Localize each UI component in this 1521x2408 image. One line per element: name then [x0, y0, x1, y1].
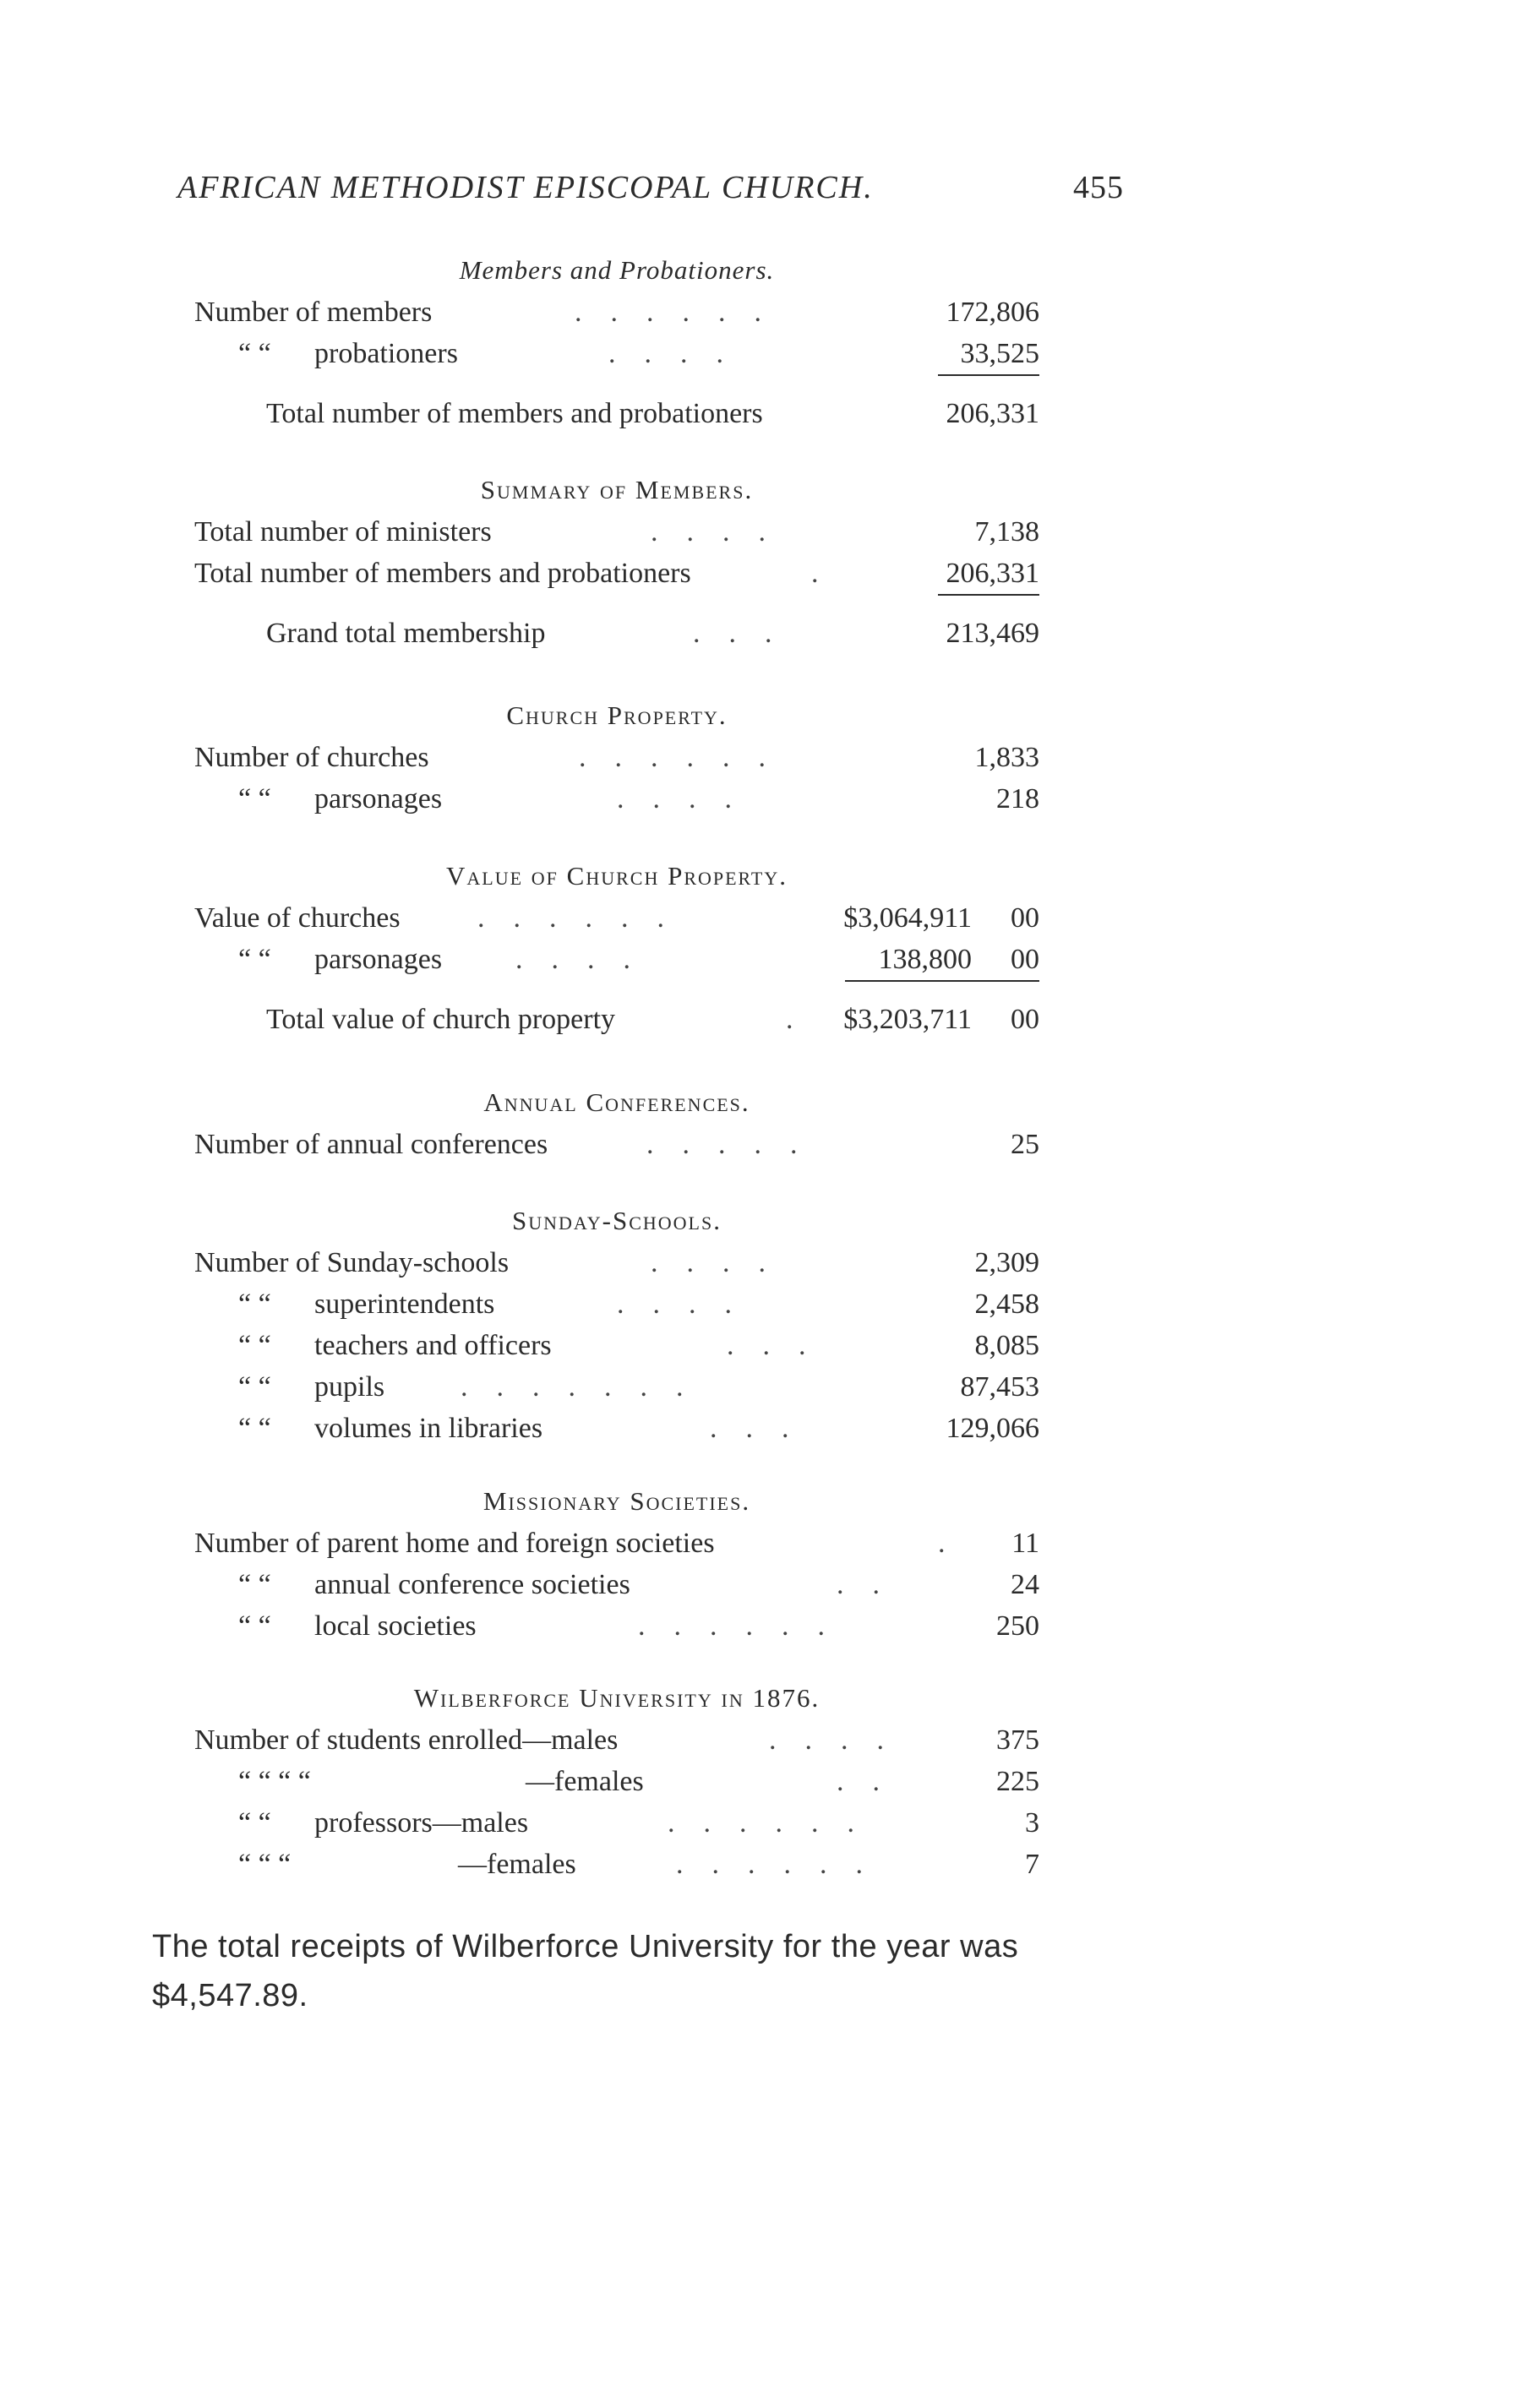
- dot-leader: ....: [608, 338, 752, 369]
- total-label: Total value of church property: [266, 1004, 616, 1035]
- dot-leader: ...: [693, 618, 801, 649]
- missionary-section: [194, 1480, 1039, 1647]
- table-row: [194, 1124, 1039, 1165]
- table-row: [194, 553, 1039, 594]
- summary-section: [194, 469, 1039, 654]
- wilberforce-heading: Wilberforce University in 1876.: [413, 1683, 820, 1713]
- total-row: [194, 999, 1039, 1040]
- total-value: 206,331: [946, 398, 1039, 429]
- row-label: Number of members: [194, 297, 433, 328]
- dot-leader: ...: [727, 1330, 835, 1361]
- row-label-text: probationers: [314, 338, 458, 369]
- table-row: [194, 1408, 1039, 1449]
- row-label: [238, 1564, 630, 1605]
- dot-leader: ..: [837, 1766, 908, 1797]
- dot-leader: ......: [668, 1807, 883, 1839]
- members-section: [194, 249, 1039, 434]
- row-label-text: professors—males: [314, 1807, 529, 1839]
- row-label: [238, 1605, 477, 1647]
- ditto-mark: “ “ “ “: [238, 1766, 311, 1797]
- row-value: $3,064,911: [843, 902, 972, 934]
- row-label: Value of churches: [194, 902, 401, 934]
- row-label: Number of Sunday-schools: [194, 1247, 510, 1278]
- row-value: 138,800: [878, 944, 972, 975]
- dot-leader: ......: [579, 742, 794, 773]
- row-value: 1,833: [974, 742, 1039, 773]
- row-value: 3: [1025, 1807, 1039, 1839]
- row-value: 33,525: [960, 338, 1039, 369]
- row-label: [238, 1802, 528, 1844]
- row-label-text: teachers and officers: [314, 1330, 552, 1361]
- row-label: Number of annual conferences: [194, 1129, 548, 1160]
- row-value: 87,453: [960, 1371, 1039, 1403]
- dot-leader: .......: [461, 1371, 712, 1403]
- table-row: [194, 291, 1039, 333]
- dot-leader: .....: [646, 1129, 826, 1160]
- row-label: [238, 1844, 576, 1885]
- row-value: 206,331: [946, 558, 1039, 589]
- dot-leader: ....: [651, 516, 794, 548]
- row-label-text: parsonages: [314, 783, 443, 814]
- table-row: [194, 1242, 1039, 1283]
- dot-leader: ...: [710, 1413, 818, 1444]
- running-head: [177, 169, 1132, 206]
- row-label-text: local societies: [314, 1610, 477, 1642]
- row-label: Total number of members and probationers: [194, 558, 691, 589]
- row-label: [238, 333, 458, 374]
- property-heading: Church Property.: [506, 700, 728, 730]
- total-label: Total number of members and probationers: [266, 398, 763, 429]
- dot-leader: .: [786, 1004, 822, 1035]
- conferences-heading: Annual Conferences.: [483, 1087, 750, 1117]
- row-value: 24: [1011, 1569, 1039, 1600]
- members-heading: Members and Probationers.: [459, 255, 775, 285]
- ditto-mark: “ “: [238, 944, 271, 975]
- row-label-text: superintendents: [314, 1288, 495, 1320]
- dot-leader: ......: [575, 297, 790, 328]
- row-value: 2,458: [974, 1288, 1039, 1320]
- dot-leader: .: [938, 1528, 974, 1559]
- dot-leader: ....: [769, 1724, 913, 1756]
- wilberforce-section: [194, 1677, 1039, 1885]
- dot-leader: ......: [676, 1849, 891, 1880]
- table-row: [194, 1366, 1039, 1408]
- table-row: [194, 1802, 1039, 1844]
- row-label: [238, 1761, 644, 1802]
- ditto-mark: “ “: [238, 1413, 271, 1444]
- row-label: Number of parent home and foreign societies: [194, 1528, 715, 1559]
- row-value: 250: [996, 1610, 1039, 1642]
- total-cents: 00: [1011, 1004, 1039, 1035]
- total-label: Grand total membership: [266, 618, 546, 649]
- table-row: [194, 897, 1039, 939]
- sunday-schools-section: [194, 1200, 1039, 1449]
- row-cents: 00: [1011, 944, 1039, 975]
- row-value: 7,138: [974, 516, 1039, 548]
- row-value: 225: [996, 1766, 1039, 1797]
- row-label: [238, 1283, 494, 1325]
- value-property-section: [194, 855, 1039, 1040]
- summary-heading: Summary of Members.: [480, 475, 754, 504]
- row-label: [238, 1325, 552, 1366]
- row-value: 172,806: [946, 297, 1039, 328]
- table-row: [194, 333, 1039, 374]
- table-row: [194, 1283, 1039, 1325]
- ditto-mark: “ “ “: [238, 1849, 292, 1880]
- row-label-text: —females: [458, 1849, 576, 1880]
- table-row: [194, 1564, 1039, 1605]
- row-label-text: —females: [526, 1766, 644, 1797]
- dot-leader: ......: [477, 902, 693, 934]
- dot-leader: ....: [617, 1288, 760, 1320]
- total-value: $3,203,711: [843, 1004, 972, 1035]
- row-value: 129,066: [946, 1413, 1039, 1444]
- row-value: 375: [996, 1724, 1039, 1756]
- row-label: [238, 1366, 384, 1408]
- row-label: Number of churches: [194, 742, 429, 773]
- ditto-mark: “ “: [238, 1610, 271, 1642]
- table-row: [194, 778, 1039, 820]
- ditto-mark: “ “: [238, 1569, 271, 1600]
- sunday-schools-heading: Sunday-Schools.: [512, 1206, 722, 1235]
- dot-leader: ....: [617, 783, 760, 814]
- row-value: 218: [996, 783, 1039, 814]
- table-row: [194, 1523, 1039, 1564]
- total-value: 213,469: [946, 618, 1039, 649]
- conferences-section: [194, 1081, 1039, 1165]
- row-label-text: parsonages: [314, 944, 443, 975]
- ditto-mark: “ “: [238, 1330, 271, 1361]
- ditto-mark: “ “: [238, 1371, 271, 1403]
- row-value: 8,085: [974, 1330, 1039, 1361]
- table-row: [194, 1605, 1039, 1647]
- dot-leader: ......: [638, 1610, 853, 1642]
- total-row: [194, 613, 1039, 654]
- ditto-mark: “ “: [238, 1807, 271, 1839]
- ditto-mark: “ “: [238, 1288, 271, 1320]
- row-label-text: annual conference societies: [314, 1569, 630, 1600]
- row-label: [238, 1408, 542, 1449]
- row-value: 7: [1025, 1849, 1039, 1880]
- spacer: [194, 982, 1039, 999]
- spacer: [194, 596, 1039, 613]
- property-section: [194, 695, 1039, 820]
- table-row: [194, 1844, 1039, 1885]
- page-number: 455: [1073, 170, 1124, 205]
- dot-leader: ....: [651, 1247, 794, 1278]
- table-row: [194, 511, 1039, 553]
- ditto-mark: “ “: [238, 338, 271, 369]
- value-property-heading: Value of Church Property.: [445, 861, 788, 891]
- table-row: [194, 737, 1039, 778]
- row-value: 11: [1011, 1528, 1039, 1559]
- row-label-text: volumes in libraries: [314, 1413, 543, 1444]
- row-label: Number of students enrolled—males: [194, 1724, 619, 1756]
- table-row: [194, 1325, 1039, 1366]
- running-head-title: AFRICAN METHODIST EPISCOPAL CHURCH.: [177, 170, 874, 205]
- row-label: [238, 778, 442, 820]
- dot-leader: ..: [837, 1569, 908, 1600]
- row-label: [238, 939, 442, 980]
- table-row: [194, 1761, 1039, 1802]
- ditto-mark: “ “: [238, 783, 271, 814]
- dot-leader: ....: [515, 944, 659, 975]
- row-label: Total number of ministers: [194, 516, 492, 548]
- row-cents: 00: [1011, 902, 1039, 934]
- closing-paragraph: The total receipts of Wilberforce University for the year was $4,547.89.: [152, 1929, 1019, 2013]
- row-label-text: pupils: [314, 1371, 385, 1403]
- table-row: [194, 939, 1039, 980]
- table-row: [194, 1719, 1039, 1761]
- dot-leader: .: [811, 558, 848, 589]
- spacer: [194, 376, 1039, 393]
- missionary-heading: Missionary Societies.: [482, 1486, 751, 1516]
- row-value: 25: [1011, 1129, 1039, 1160]
- total-row: [194, 393, 1039, 434]
- row-value: 2,309: [974, 1247, 1039, 1278]
